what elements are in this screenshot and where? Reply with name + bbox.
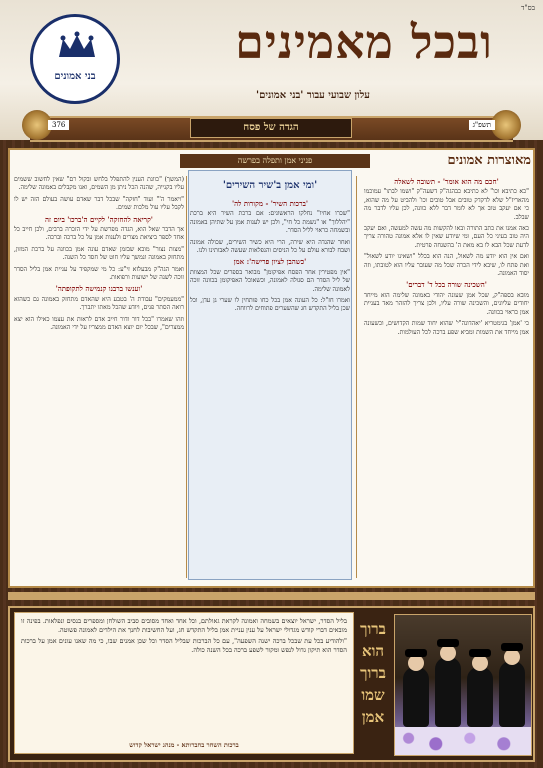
right-column [364,176,529,581]
decorative-strip [8,592,535,600]
article-paragraph: אך הדבר שאל הוא, הגדה מפרשת על ידי הזכרה ברבים, ולכן חייב כל אחד לספר ביציאת מצרים ולענות אמן על כל ברכה וברכה. [14,226,184,242]
person-figure [499,661,525,727]
article-paragraph: כי 'אמן' בגימטריא 'יאהדונה"י' שהוא יחוד שמות הקדושים, וכשעונה אמן מייחד את השמות ומביא שפע ברכה לכל העולמות. [364,320,529,336]
logo-label: בני אמונים [54,71,96,82]
vertical-slogan: ברוך הוא ברוך שמו אמן [360,620,386,726]
article-paragraph: "מצות נצור" מובא שבזמן שאדם עונה אמן בכוונה על ברכת המזון, מתחזק באמונה ונמשך עליו חוט של חסד כל השנה. [14,245,184,262]
issue-year: תשפ"ג [469,120,495,130]
newsletter-subtitle: עלון שבועי עבור 'בני אמונים' [256,90,370,101]
article-paragraph: בליל הסדר, ישראל יוצאים בשמחה ואמונה לקראת גאולתם, וכל אחד ואחד מסובים סביב השולחן ומספרים בנסים ונפלאות. בפינה זו מובאים דברי קודש מגדולי ישראל על ענין עניית אמן בליל התקדש חג, ועל החשיבות לחנך את הילדים לאמונה פשוטה. [21,617,347,634]
parsha-banner: פניני אמן ותפלה בפרשה [180,154,370,168]
column-divider [186,176,187,578]
article-paragraph: ואם אין הוא יודע מה לשאול, הנה הוא בכלל "ושאינו יודע לשאול" ואת פתח לו, שיבא לידי הכרה שכל מה שעובר עליו הוא לטובתו, וזה יסוד האמונה. [364,253,529,278]
article-paragraph: כאה אמנו את כתב התורה ובאו להקשות מה עשה למעשה, ואם יעקב היה טוב בעיני כל העם, ומי שיודע שאין לו אלא אמונה טהורה צריך לדעת שכל הבא לו בא מאת ה' בהשגחה פרטית. [364,225,529,249]
article-paragraph: וזהו שאמרו "בכל דור ודור חייב אדם לראות את עצמו כאילו הוא יצא ממצרים", שבכל יום יוצא האדם ממצריו על ידי האמונה. [14,315,184,332]
article-heading: 'ברכות השיר' - מקורות לה' [231,199,309,208]
article-paragraph: "ולהודיע בכל עת שבכל ברכה ישנה השפעה", עם כל הברכות שבליל הסדר וכל שכן אמנים שבו, כי מה שאנו עונים אמן על ברכות הסדר הוא תיקון גדול לנפש ומקור לשפע ברכה בכל השנה כולה. [21,637,347,654]
issue-number: 376 [48,120,69,130]
middle-column-title: 'ומי אמן ב'שיר השירים' [222,180,318,191]
article-paragraph: "כא כתיבא וכו" לא כתיבא כבהגה"ק דשעה"ק "ושמו לבתו" עמוכמו מהאריז"ל שלא לדקדק טובים אבל טובים וכו' ולהביט על מה שהוא, כי אם יעקב טוב אך לא לומר דבר ללא כוונה, לכן עליו לדבר מה שבלב. [364,188,529,221]
person-figure [435,657,461,727]
column-divider [356,176,357,578]
bsd-mark: בס"ד [521,4,535,12]
article-paragraph: "שכרו אחיו" נחלקו הראשונים: אם ברכת השיר היא ברכת "יהללוך" או "נשמת כל חי", ולכן יש לענות אמן על שתיהן באמונה ובשמחה כראוי לליל הסדר. [190,210,350,235]
article-paragraph: מובא בספה"ק, שכל אמן שעונה יהודי באמונה שלימה הוא מייחד יחודים עליונים, והשכינה שורה עליו, ולכן צריך להזהר מאד בעניית אמן כראוי בכוונה. [364,291,529,316]
person-figure [467,667,493,727]
article-heading: 'קריאה להחזקה' לקיים ה'ברכו' ביום זה [45,214,153,224]
crown-icon [57,31,97,61]
newsletter-title: ובכל מאמינים [235,15,493,69]
article-paragraph: (המשך) "כוונת הענין להתפלל בלחש ובקול רם" שאין לחשוב ששמים עליו בקנייה, שהנה הכל ניתן מן השמים, ואנו מקבלים באמונה שלימה. [14,176,184,192]
article-heading: 'כשהבן לציון פרישה': אמן [233,257,307,267]
person-figure [403,667,429,727]
ornament-right-icon [491,110,521,140]
article-heading: 'חכם מה הוא אומר' - תשובה לשאלה [394,177,499,186]
flower-arrangement [395,727,531,755]
middle-column [190,198,350,578]
left-column [14,176,184,581]
article-paragraph: ואמר הגה"ק מבעלזא זי"ע: כל מי שמקפיד על עניית אמן בליל הסדר זוכה לשנה של ישועות ורפואות. [14,265,184,282]
article-paragraph: ואמרו חז"ל: כל העונה אמן בכל כחו פותחין לו שערי גן עדן, וכל שכן בליל התקדש חג שהשערים פתוחים לרווחה. [190,297,350,313]
issue-theme-title: הגדה של פסח [190,118,352,138]
bottom-caption: ברכות השחר בחברותא - מנהג ישראל קדוש [129,741,239,750]
bottom-article [14,612,354,754]
article-paragraph: "אין מפטירין אחר הפסח אפיקומן" מבואר בספרים שכל המצוות של ליל הסדר הם סגולה לאמונה, וכשאוכל האפיקומן בכוונה זוכה לאמונה שלימה. [190,268,350,293]
article-heading: 'וענשו ברבנו קנמישה לתקופתה' [55,284,143,294]
logo [30,14,120,104]
article-paragraph: ואחר שהגדה היא שירה, הרי היא כשיר השירים, שכולה אמונה ושבח לבורא עולם על כל הניסים והנפלאות שעשה לאבותינו ולנו. [190,238,350,255]
article-paragraph: "ויאמר ה'" ועוד "חזקה" שבכל דבר שאדם עושה בעולם הזה יש לו לקבל עליו עול מלכות שמים. [14,195,184,212]
article-paragraph: "ממעמקים" עבודת ה' בטבע היא שהאדם מתחזק באמונה גם כשהוא רואה הסתר פנים, ויודע שהכל מאתו יתברך. [14,295,184,312]
section-title: מאוצרות אמונים [447,153,531,168]
article-heading: 'השכינה שורה בכל ד' דברים' [406,280,487,290]
event-photo [394,614,532,756]
